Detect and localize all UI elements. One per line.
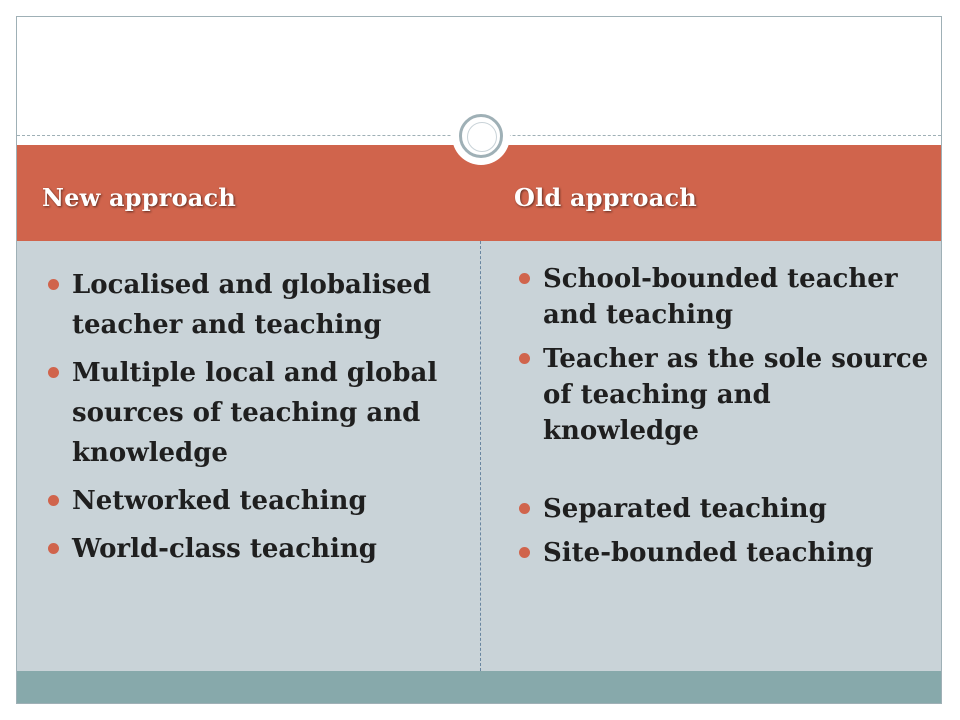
- list-item: [72, 529, 472, 569]
- ring-ornament-icon: [452, 107, 510, 165]
- list-item-text: Networked teaching: [72, 486, 367, 516]
- body-band: [17, 241, 941, 671]
- ring-inner: [459, 114, 503, 158]
- bullet-dot-icon: [48, 279, 59, 290]
- bullet-dot-icon: [48, 367, 59, 378]
- slide: [16, 16, 942, 704]
- footer-band: [17, 671, 941, 704]
- bullet-dot-icon: [519, 503, 530, 514]
- bullet-dot-icon: [48, 543, 59, 554]
- list-item: [72, 481, 472, 521]
- bullet-dot-icon: [519, 547, 530, 558]
- bullet-dot-icon: [519, 273, 530, 284]
- column-heading-old-approach: Old approach: [514, 183, 697, 212]
- list-item-text: Site-bounded teaching: [543, 538, 874, 568]
- list-item: [543, 261, 933, 333]
- bullet-dot-icon: [48, 495, 59, 506]
- list-item-text: Separated teaching: [543, 494, 827, 524]
- list-item: [72, 265, 472, 345]
- list-item: [72, 353, 472, 473]
- column-heading-new-approach: New approach: [42, 183, 237, 212]
- list-item-text: Teacher as the sole source of teaching and knowledge: [543, 344, 929, 446]
- list-item-text: Multiple local and global sources of teaching and knowledge: [72, 358, 438, 468]
- old-approach-list: [543, 261, 933, 579]
- list-item: [543, 491, 933, 527]
- list-item-text: Localised and globalised teacher and teaching: [72, 270, 431, 340]
- list-item-text: School-bounded teacher and teaching: [543, 264, 898, 330]
- list-item-text: World-class teaching: [72, 534, 377, 564]
- list-item: [543, 341, 933, 449]
- ring-center: [467, 122, 497, 152]
- new-approach-list: [72, 265, 472, 577]
- bullet-dot-icon: [519, 353, 530, 364]
- list-item: [543, 535, 933, 571]
- column-divider: [480, 241, 481, 671]
